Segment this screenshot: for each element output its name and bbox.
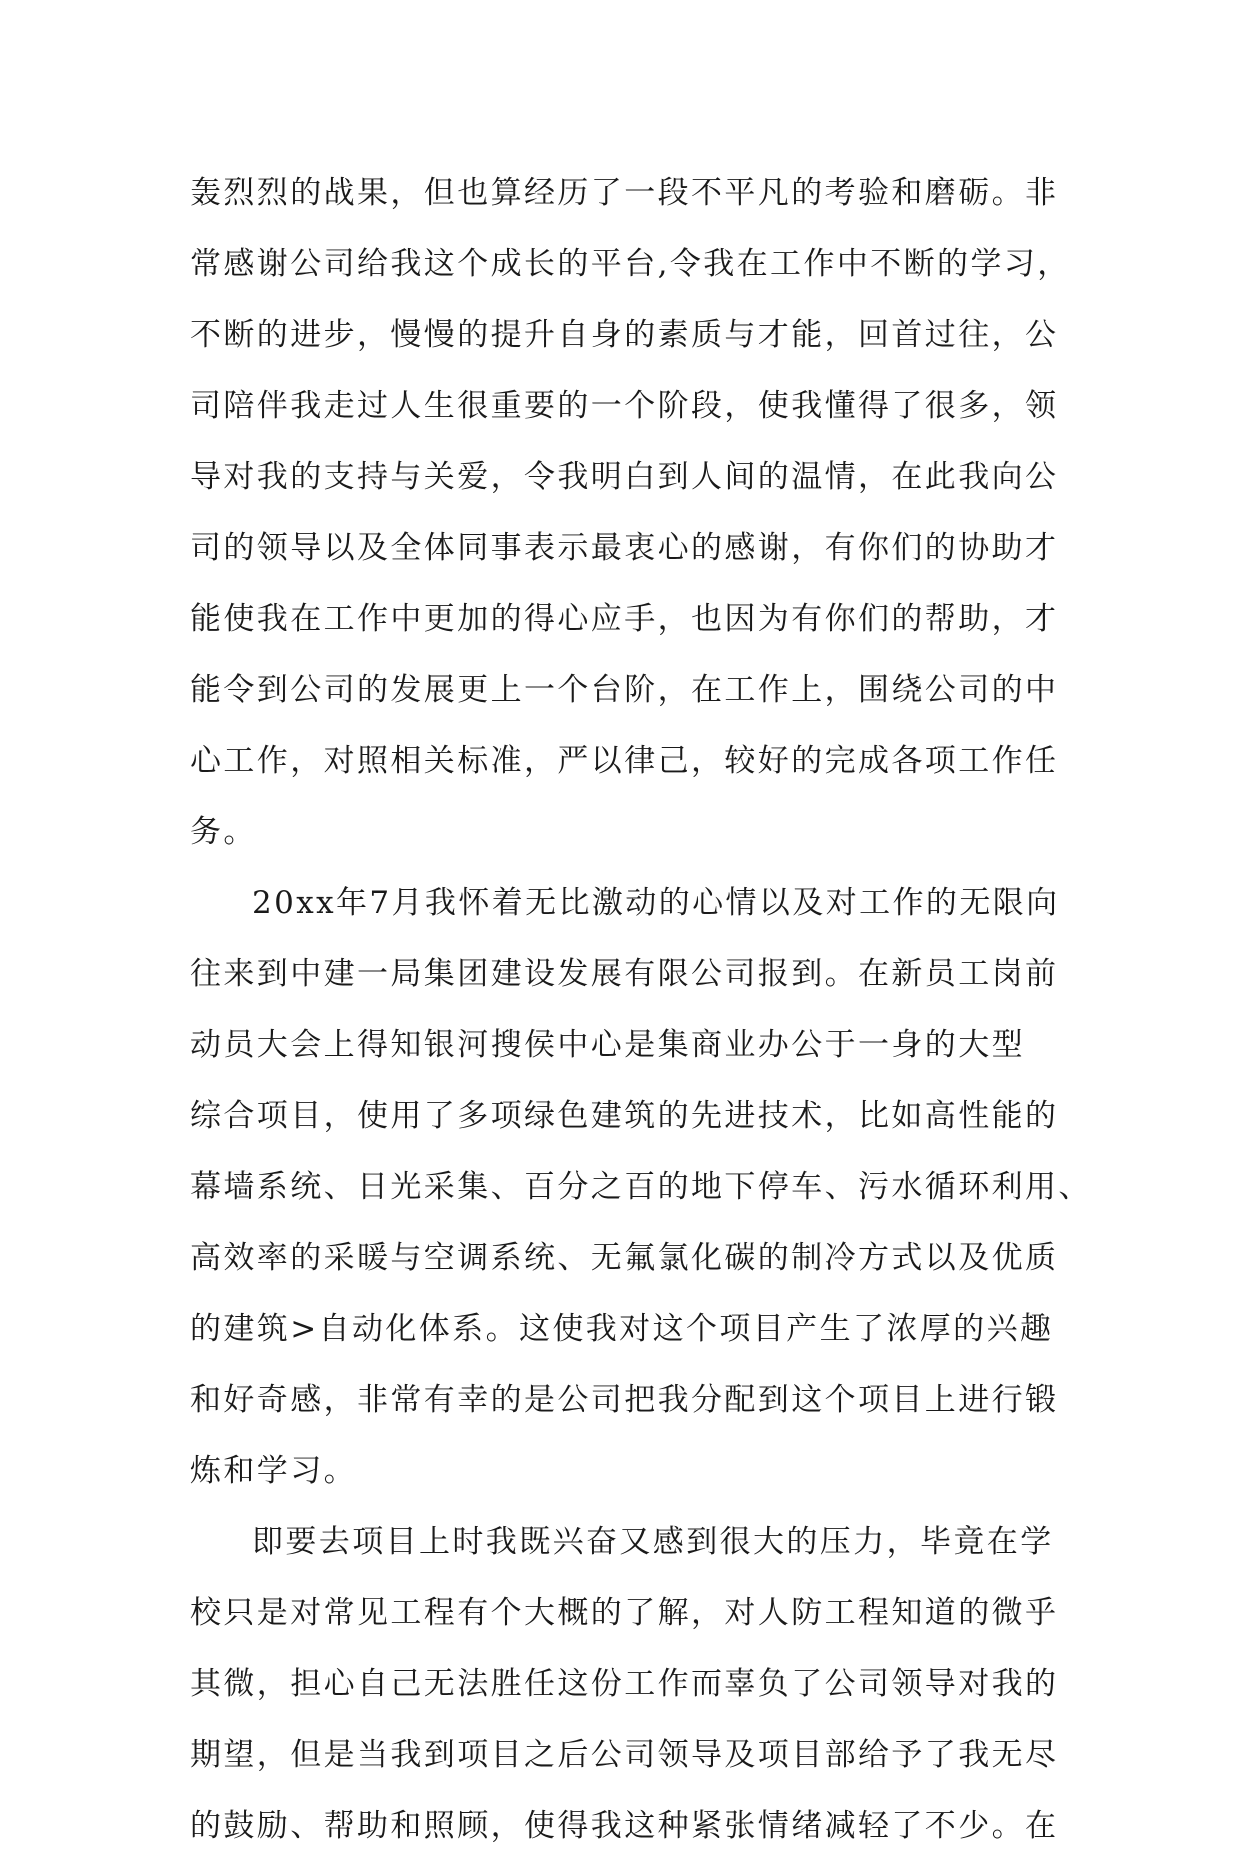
text-line: 能使我在工作中更加的得心应手，也因为有你们的帮助，才 bbox=[190, 601, 1059, 637]
text-line: 的鼓励、帮助和照顾，使得我这种紧张情绪减轻了不少。在 bbox=[190, 1808, 1059, 1844]
text-line: 务。 bbox=[190, 814, 257, 850]
text-line: 综合项目，使用了多项绿色建筑的先进技术，比如高性能的 bbox=[190, 1098, 1059, 1134]
text-line: 司陪伴我走过人生很重要的一个阶段，使我懂得了很多，领 bbox=[190, 388, 1059, 424]
text-line: 常感谢公司给我这个成长的平台,令我在工作中不断的学习， bbox=[190, 246, 1071, 282]
text-line: 幕墙系统、日光采集、百分之百的地下停车、污水循环利用、 bbox=[190, 1169, 1092, 1205]
text-line: 20xx年7月我怀着无比激动的心情以及对工作的无限向 bbox=[252, 885, 1060, 921]
text-line: 其微，担心自己无法胜任这份工作而辜负了公司领导对我的 bbox=[190, 1666, 1059, 1702]
text-line: 高效率的采暖与空调系统、无氟氯化碳的制冷方式以及优质 bbox=[190, 1240, 1059, 1276]
text-line: 期望，但是当我到项目之后公司领导及项目部给予了我无尽 bbox=[190, 1737, 1059, 1773]
text-line: 导对我的支持与关爱，令我明白到人间的温情，在此我向公 bbox=[190, 459, 1059, 495]
text-line: 司的领导以及全体同事表示最衷心的感谢，有你们的协助才 bbox=[190, 530, 1059, 566]
text-line: 心工作，对照相关标准，严以律己，较好的完成各项工作任 bbox=[190, 743, 1059, 779]
text-line: 轰烈烈的战果，但也算经历了一段不平凡的考验和磨砺。非 bbox=[190, 175, 1059, 211]
text-line: 不断的进步，慢慢的提升自身的素质与才能，回首过往，公 bbox=[190, 317, 1059, 353]
text-line: 即要去项目上时我既兴奋又感到很大的压力，毕竟在学 bbox=[252, 1524, 1054, 1560]
text-line: 的建筑>自动化体系。这使我对这个项目产生了浓厚的兴趣 bbox=[190, 1311, 1054, 1347]
paragraph-1 bbox=[190, 158, 1090, 868]
text-line: 校只是对常见工程有个大概的了解，对人防工程知道的微乎 bbox=[190, 1595, 1059, 1631]
paragraph-3 bbox=[190, 1507, 1090, 1862]
text-line: 和好奇感，非常有幸的是公司把我分配到这个项目上进行锻 bbox=[190, 1382, 1059, 1418]
document-body bbox=[190, 158, 1090, 1862]
text-line: 炼和学习。 bbox=[190, 1453, 357, 1489]
text-line: 能令到公司的发展更上一个台阶，在工作上，围绕公司的中 bbox=[190, 672, 1059, 708]
paragraph-2 bbox=[190, 868, 1090, 1507]
text-line: 动员大会上得知银河搜侯中心是集商业办公于一身的大型 bbox=[190, 1027, 1025, 1063]
text-line: 往来到中建一局集团建设发展有限公司报到。在新员工岗前 bbox=[190, 956, 1059, 992]
